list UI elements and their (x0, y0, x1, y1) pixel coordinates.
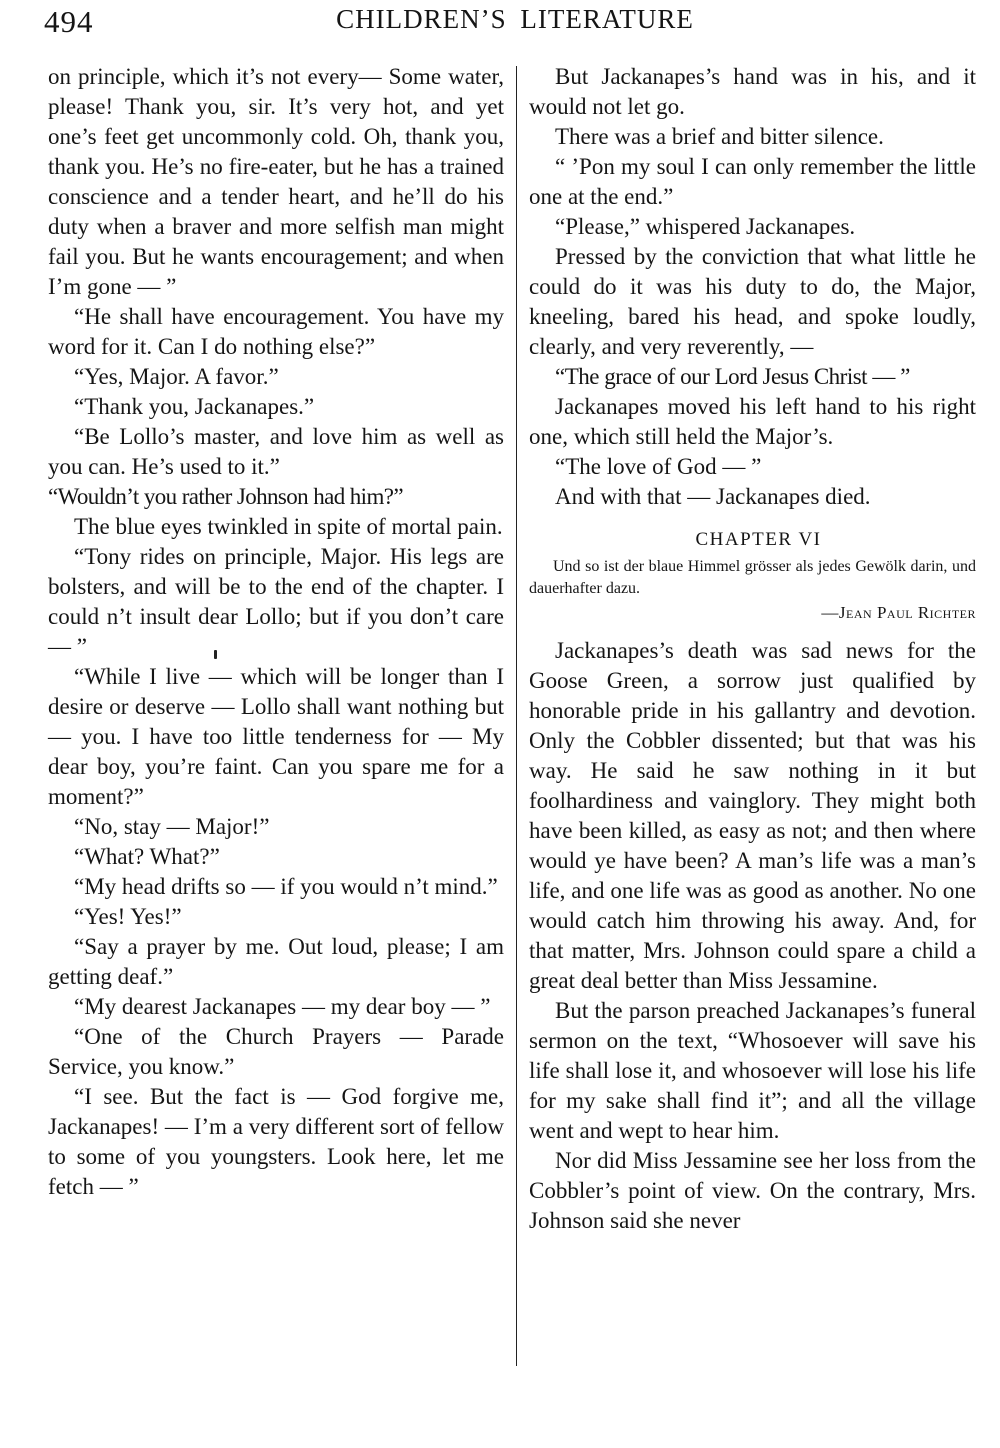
column-rule (516, 66, 517, 1366)
paragraph: There was a brief and bitter silence. (555, 124, 884, 149)
paragraph: And with that — Jackanapes died. (555, 484, 871, 509)
paragraph: Pressed by the conviction that what little he could do it was his duty to do, the Major, kneeling, bared his head, and spoke loudly, clearly, and very reverently, — (529, 244, 976, 359)
paragraph: “My head drifts so — if you would n’t mind.” (74, 874, 498, 899)
right-column (529, 62, 976, 1236)
paragraph: “Thank you, Jackanapes.” (74, 394, 315, 419)
paragraph: “One of the Church Prayers — Parade Service, you know.” (48, 1024, 504, 1079)
paragraph: “He shall have encouragement. You have my word for it. Can I do nothing else?” (48, 304, 504, 359)
page-number: 494 (44, 4, 94, 39)
paragraph: “Yes, Major. A favor.” (74, 364, 279, 389)
paragraph: “Be Lollo’s master, and love him as well as you can. He’s used to it.” (48, 424, 504, 479)
paragraph: on principle, which it’s not every— Some water, please! Thank you, sir. It’s very hot, and yet one’s feet get uncommonly cold. Oh, thank you, thank you. He’s no fire-eater, but he has a trained conscience and a tender heart, and he’ll do his duty when a braver and more selfish man might fail you. But he wants encouragement; and when I’m gone — ” (48, 64, 504, 299)
paragraph: “My dearest Jackanapes — my dear boy — ” (74, 994, 491, 1019)
chapter-heading: CHAPTER VI (695, 529, 822, 550)
paragraph: But the parson preached Jackanapes’s funeral sermon on the text, “Whosoever will save his life shall lose it, and whosoever will lose his life for my sake shall find it”; and all the village went and wept to hear him. (529, 998, 976, 1143)
paragraph: “The love of God — ” (555, 454, 762, 479)
paragraph: The blue eyes twinkled in spite of mortal pain. (74, 514, 503, 539)
paragraph: Nor did Miss Jessamine see her loss from the Cobbler’s point of view. On the contrary, Mrs. Johnson said she never (529, 1148, 976, 1233)
paragraph: “While I live — which will be longer than I desire or deserve — Lollo shall want nothing but — you. I have too little tenderness for — My dear boy, you’re faint. Can you spare me for a moment?” (48, 664, 504, 809)
paragraph: “ ’Pon my soul I can only remember the little one at the end.” (529, 154, 976, 209)
paragraph: “No, stay — Major!” (74, 814, 270, 839)
paragraph: But Jackanapes’s hand was in his, and it would not let go. (529, 64, 976, 119)
epigraph-attribution: —Jean Paul Richter (821, 603, 976, 622)
paragraph: “Wouldn’t you rather Johnson had him?” (48, 484, 403, 509)
paragraph: “I see. But the fact is — God forgive me, Jackanapes! — I’m a very different sort of fellow to some of you youngsters. Look here, let me fetch — ” (48, 1084, 504, 1199)
epigraph: Und so ist der blaue Himmel grösser als jedes Gewölk darin, und dauerhafter dazu. (529, 558, 976, 597)
paragraph: “Tony rides on principle, Major. His legs are bolsters, and will be to the end of the chapter. I could n’t insult dear Lollo; but if you don’t care — ” (48, 544, 504, 659)
paragraph: “What? What?” (74, 844, 220, 869)
paragraph: Jackanapes’s death was sad news for the Goose Green, a sorrow just qualified by honorable pride in his gallantry and devotion. Only the Cobbler dissented; but that was his way. He said he saw nothing in it but foolhardiness and vainglory. They might both have been killed, as easy as not; and then where would ye have been? A man’s life was a man’s life, and one life was as good as another. No one would catch him throwing his away. And, for that matter, Mrs. Johnson could spare a child a great deal better than Miss Jessamine. (529, 638, 976, 993)
paragraph: “Say a prayer by me. Out loud, please; I am getting deaf.” (48, 934, 504, 989)
running-head: CHILDREN’S LITERATURE (336, 4, 694, 34)
paragraph: “Please,” whispered Jackanapes. (555, 214, 856, 239)
paragraph: Jackanapes moved his left hand to his right one, which still held the Major’s. (529, 394, 976, 449)
paragraph: “The grace of our Lord Jesus Christ — ” (555, 364, 910, 389)
paragraph: “Yes! Yes!” (74, 904, 182, 929)
left-column (48, 62, 504, 1202)
